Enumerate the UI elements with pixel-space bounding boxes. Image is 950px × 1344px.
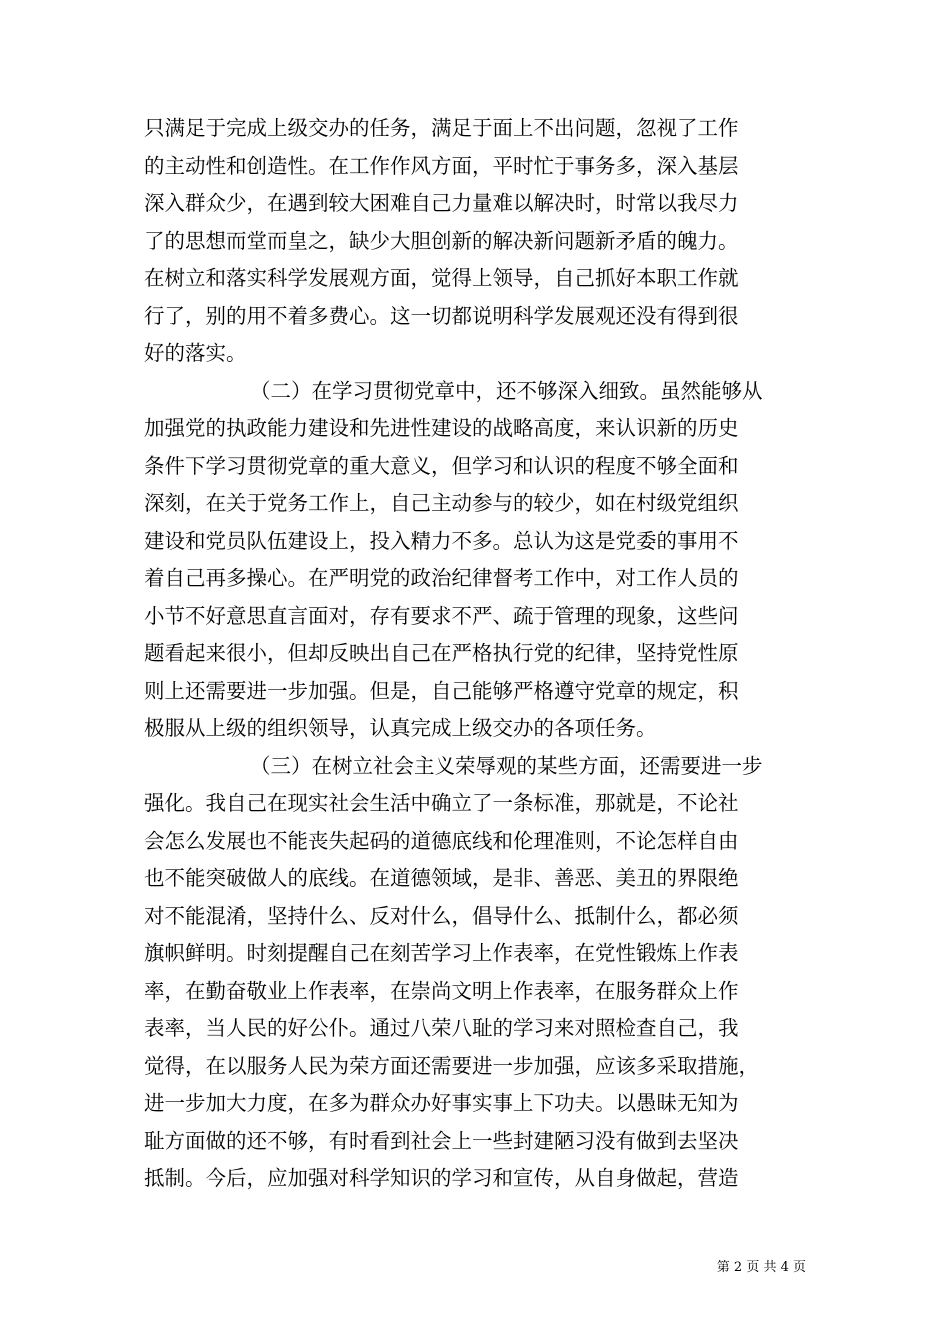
text-line: 小节不好意思直言面对，存有要求不严、疏于管理的现象，这些问 [144,603,739,628]
text-line: 抵制。今后，应加强对科学知识的学习和宣传，从自身做起，营造 [144,1166,739,1190]
text-line: 建设和党员队伍建设上，投入精力不多。总认为这是党委的事用不 [144,528,739,553]
text-line: 对不能混淆，坚持什么、反对什么，倡导什么、抵制什么，都必须 [144,903,739,928]
document-body [144,110,824,1198]
text-line: 旗帜鲜明。时刻提醒自己在刻苦学习上作表率，在党性锻炼上作表 [144,941,739,965]
text-line: 觉得，在以服务人民为荣方面还需要进一步加强，应该多采取措施， [144,1053,759,1078]
text-line: 题看起来很小，但却反映出自己在严格执行党的纪律，坚持党性原 [144,641,739,665]
paragraph-first-line: （三）在树立社会主义荣辱观的某些方面，还需要进一步 [250,753,763,778]
text-line: 了的思想而堂而皇之，缺少大胆创新的解决新问题新矛盾的魄力。 [144,228,739,253]
text-line: 着自己再多操心。在严明党的政治纪律督考工作中，对工作人员的 [144,566,739,590]
text-line: 条件下学习贯彻党章的重大意义，但学习和认识的程度不够全面和 [144,453,739,478]
text-line: 会怎么发展也不能丧失起码的道德底线和伦理准则，不论怎样自由 [144,828,739,853]
text-line: 加强党的执政能力建设和先进性建设的战略高度，来认识新的历史 [144,416,739,440]
text-line: 行了，别的用不着多费心。这一切都说明科学发展观还没有得到很 [144,303,739,328]
page-number-footer: 第 2 页 共 4 页 [716,1260,806,1275]
text-line: 在树立和落实科学发展观方面，觉得上领导，自己抓好本职工作就 [144,266,739,290]
text-line: 耻方面做的还不够，有时看到社会上一些封建陋习没有做到去坚决 [144,1128,739,1153]
text-line: 深入群众少，在遇到较大困难自己力量难以解决时，时常以我尽力 [144,191,739,215]
paragraph-first-line: （二）在学习贯彻党章中，还不够深入细致。虽然能够从 [250,378,763,403]
text-line: 率，在勤奋敬业上作表率，在崇尚文明上作表率，在服务群众上作 [144,978,739,1003]
text-line: 的主动性和创造性。在工作作风方面，平时忙于事务多，深入基层 [144,153,739,178]
text-line: 表率，当人民的好公仆。通过八荣八耻的学习来对照检查自己，我 [144,1016,739,1040]
text-line: 强化。我自己在现实社会生活中确立了一条标准，那就是，不论社 [144,791,739,815]
text-line: 也不能突破做人的底线。在道德领域，是非、善恶、美丑的界限绝 [144,866,739,890]
text-line: 则上还需要进一步加强。但是，自己能够严格遵守党章的规定，积 [144,678,739,703]
text-line: 深刻，在关于党务工作上，自己主动参与的较少，如在村级党组织 [144,491,739,515]
text-line: 只满足于完成上级交办的任务，满足于面上不出问题，忽视了工作 [144,116,739,140]
text-line: 好的落实。 [144,341,247,365]
text-line: 进一步加大力度，在多为群众办好事实事上下功夫。以愚昧无知为 [144,1091,739,1115]
text-line: 极服从上级的组织领导，认真完成上级交办的各项任务。 [144,716,657,740]
